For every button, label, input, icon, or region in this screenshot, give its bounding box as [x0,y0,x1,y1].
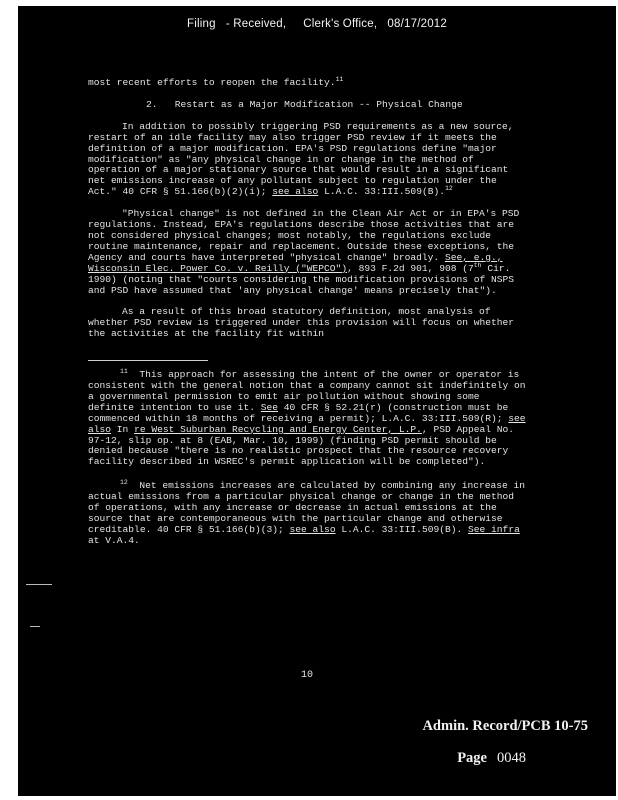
footnote-ref-11: 11 [335,76,344,83]
footnote-divider [88,360,208,361]
paragraph-continuation: most recent efforts to reopen the facility.$^{11}$ [88,76,344,88]
scan-artifact [30,626,40,627]
footnote-12: $^{12}$ Net emissions increases are calculated by combining any increase in actual emissions from a particular physical change or change in the method of operations, with any increase or decrease in actual emissions at the source that are contemporaneous with the particular change and otherwise creditable. 40 CFR § 51.166(b)(3); see also L.A.C. 33:III.509(B). See infra at V.A.4. [88,479,526,546]
footnote-11: $^{11}$ This approach for assessing the intent of the owner or operator is consistent with the general notion that a company cannot sit indefinitely on a governmental permission to emit air pollution without showing some definite intention to use it. See 40 CFR § 52.21(r) (construction must be commenced within 18 months of receiving a permit); L.A.C. 33:III.509(R); see also In re West Suburban Recycling and Energy Center, L.P., PSD Appeal No. 97-12, slip op. at 8 (EAB, Mar. 10, 1999) (finding PSD permit should be denied because "there is no realistic prospect that the resource recovery facility described in WSREC's permit application will be completed"). [88,368,526,468]
scan-artifact [26,584,52,585]
page-stamp-value: 0048 [497,750,526,766]
header-received: - Received, [225,18,287,30]
page-stamp [457,750,526,767]
page-stamp-label: Page [457,750,487,766]
case-citation-wsrec: re West Suburban Recycling and Energy Center, L.P. [134,423,422,435]
header-filing: Filing [187,18,216,30]
page-number: 10 [300,670,313,681]
header-date: 08/17/2012 [387,18,447,30]
section-heading [146,100,528,111]
section-title: Restart as a Major Modification -- Physical Change [174,98,463,110]
header-office: Clerk's Office, [303,18,378,30]
document-page [18,6,616,796]
section-number: 2. [146,98,158,110]
paragraph-major-modification: In addition to possibly triggering PSD requirements as a new source, restart of an idle facility may also trigger PSD review if it meets the definition of a major modification. EPA's PSD regulations define "major modification" as "any physical change in or change in the method of operation of a major stationary source that would result in a significant net emissions increase of any pollutant subject to regulation under the Act." 40 CFR § 51.166(b)(2)(i); see also L.A.C. 33:III.509(B).$^{12}$ [88,120,514,198]
filing-header [18,18,616,30]
case-citation-wepco: Wisconsin Elec. Power Co. v. Reilly ("WEPCO") [88,262,348,274]
footnote-11-number: 11 [120,368,128,376]
paragraph-physical-change: "Physical change" is not defined in the Clean Air Act or in EPA's PSD regulations. Instead, EPA's regulations describe those activities that are not considered physical changes; most notably, the regulations exclude routine maintenance, repair and replacement. Outside these exceptions, the Agency and courts have interpreted "physical change" broadly. See, e.g., Wisconsin Elec. Power Co. v. Reilly ("WEPCO"), 893 F.2d 901, 908 (7th Cir. 1990) (noting that "courts considering the modification provisions of NSPS and PSD have assumed that 'any physical change' means precisely that"). [88,208,520,296]
paragraph-statutory-definition: As a result of this broad statutory definition, most analysis of whether PSD review is triggered under this provision will focus on whether the activities at the facility fit within [88,306,515,340]
admin-record-stamp: Admin. Record/PCB 10-75 [422,718,588,734]
footnote-ref-12: 12 [444,185,453,193]
footnote-12-number: 12 [120,479,128,487]
document-body [88,78,528,547]
